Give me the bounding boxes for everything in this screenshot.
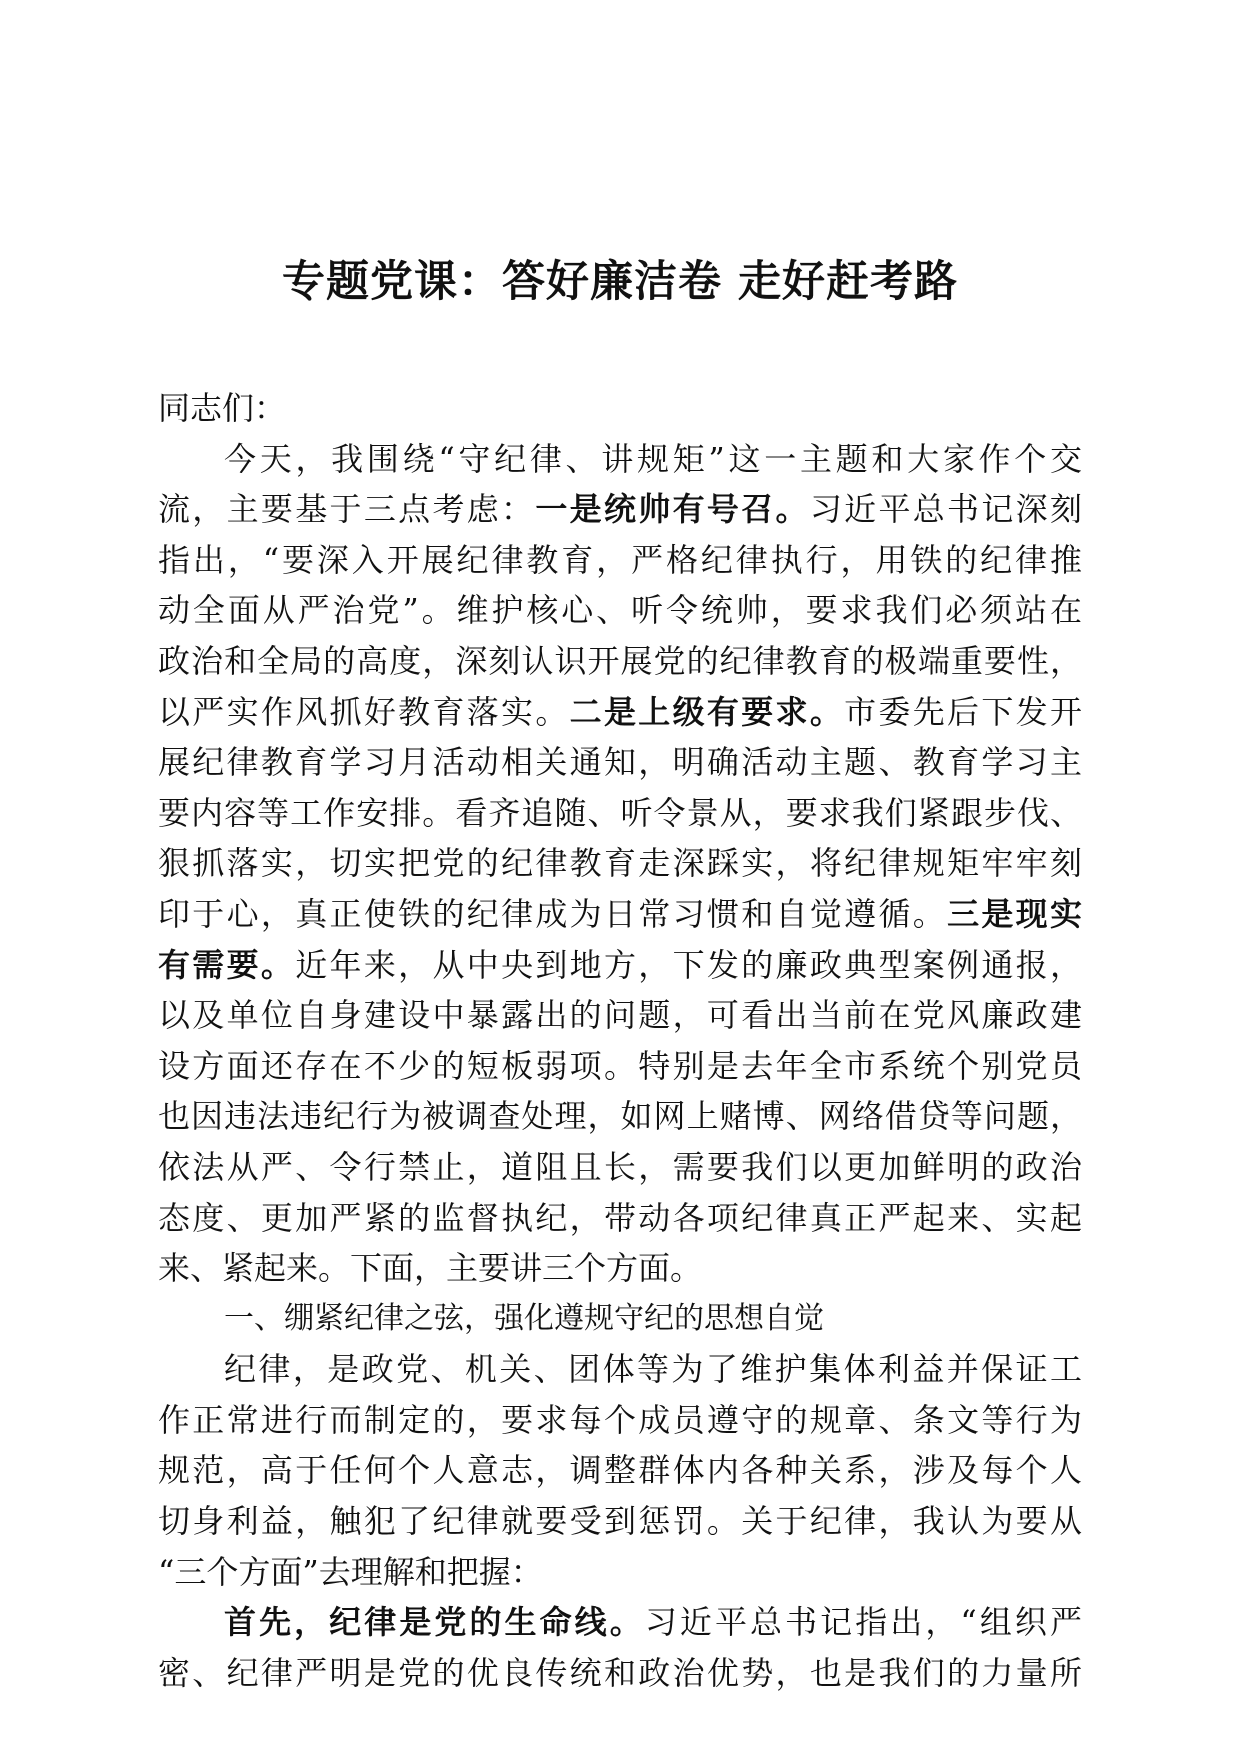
text-run: 市委先后下发开 bbox=[844, 692, 1082, 731]
text-run: 习近平总书记指出，“组织严 bbox=[644, 1603, 1082, 1642]
paragraph-line: 展纪律教育学习月活动相关通知，明确活动主题、教育学习主 bbox=[158, 743, 1082, 782]
paragraph-line: 作正常进行而制定的，要求每个成员遵守的规章、条文等行为 bbox=[158, 1400, 1082, 1439]
paragraph-line bbox=[158, 889, 1082, 940]
paragraph-line: 来、紧起来。下面，主要讲三个方面。 bbox=[158, 1249, 703, 1288]
text-run: 流，主要基于三点考虑： bbox=[158, 490, 536, 529]
paragraph-line: 纪律，是政党、机关、团体等为了维护集体利益并保证工 bbox=[224, 1350, 1082, 1389]
paragraph-line: 要内容等工作安排。看齐追随、听令景从，要求我们紧跟步伐、 bbox=[158, 793, 1082, 832]
bold-point-3: 三是现实 bbox=[947, 894, 1082, 933]
paragraph-line: 狠抓落实，切实把党的纪律教育走深踩实，将纪律规矩牢牢刻 bbox=[158, 844, 1082, 883]
paragraph-line bbox=[158, 940, 1082, 991]
paragraph-line bbox=[158, 484, 1082, 535]
paragraph-line: 今天，我围绕“守纪律、讲规矩”这一主题和大家作个交 bbox=[224, 439, 1082, 478]
bold-point-3-cont: 有需要。 bbox=[158, 945, 296, 984]
bold-point-2: 二是上级有要求。 bbox=[569, 692, 845, 731]
paragraph-line bbox=[158, 687, 1082, 738]
salutation: 同志们： bbox=[158, 389, 287, 427]
text-run: 近年来，从中央到地方，下发的廉政典型案例通报， bbox=[295, 945, 1082, 984]
bold-point-1: 一是统帅有号召。 bbox=[535, 490, 810, 529]
bold-lead: 首先，纪律是党的生命线。 bbox=[224, 1603, 645, 1642]
paragraph-line: 指出，“要深入开展纪律教育，严格纪律执行，用铁的纪律推 bbox=[158, 540, 1082, 579]
paragraph-line: 也因违法违纪行为被调查处理，如网上赌博、网络借贷等问题， bbox=[158, 1097, 1082, 1136]
paragraph-line bbox=[158, 1597, 1082, 1648]
paragraph-line: 态度、更加严紧的监督执纪，带动各项纪律真正严起来、实起 bbox=[158, 1198, 1082, 1237]
text-run: 印于心，真正使铁的纪律成为日常习惯和自觉遵循。 bbox=[158, 894, 948, 933]
document-title: 专题党课：答好廉洁卷 走好赶考路 bbox=[282, 257, 958, 307]
paragraph-line: 以及单位自身建设中暴露出的问题，可看出当前在党风廉政建 bbox=[158, 996, 1082, 1035]
document-body bbox=[158, 383, 1082, 1698]
paragraph-line: 政治和全局的高度，深刻认识开展党的纪律教育的极端重要性， bbox=[158, 641, 1082, 680]
text-run: 习近平总书记深刻 bbox=[809, 490, 1082, 529]
paragraph-line: “三个方面”去理解和把握： bbox=[158, 1552, 543, 1591]
paragraph-line: 动全面从严治党”。维护核心、听令统帅，要求我们必须站在 bbox=[158, 591, 1082, 630]
paragraph-line: 切身利益，触犯了纪律就要受到惩罚。关于纪律，我认为要从 bbox=[158, 1502, 1082, 1541]
section-heading: 一、绷紧纪律之弦，强化遵规守纪的思想自觉 bbox=[224, 1300, 824, 1336]
text-run: 以严实作风抓好教育落实。 bbox=[158, 692, 570, 731]
paragraph-line: 密、纪律严明是党的优良传统和政治优势，也是我们的力量所 bbox=[158, 1653, 1082, 1692]
paragraph-line: 设方面还存在不少的短板弱项。特别是去年全市系统个别党员 bbox=[158, 1046, 1082, 1085]
paragraph-line: 依法从严、令行禁止，道阻且长，需要我们以更加鲜明的政治 bbox=[158, 1147, 1082, 1186]
paragraph-line: 规范，高于任何个人意志，调整群体内各种关系，涉及每个人 bbox=[158, 1451, 1082, 1490]
